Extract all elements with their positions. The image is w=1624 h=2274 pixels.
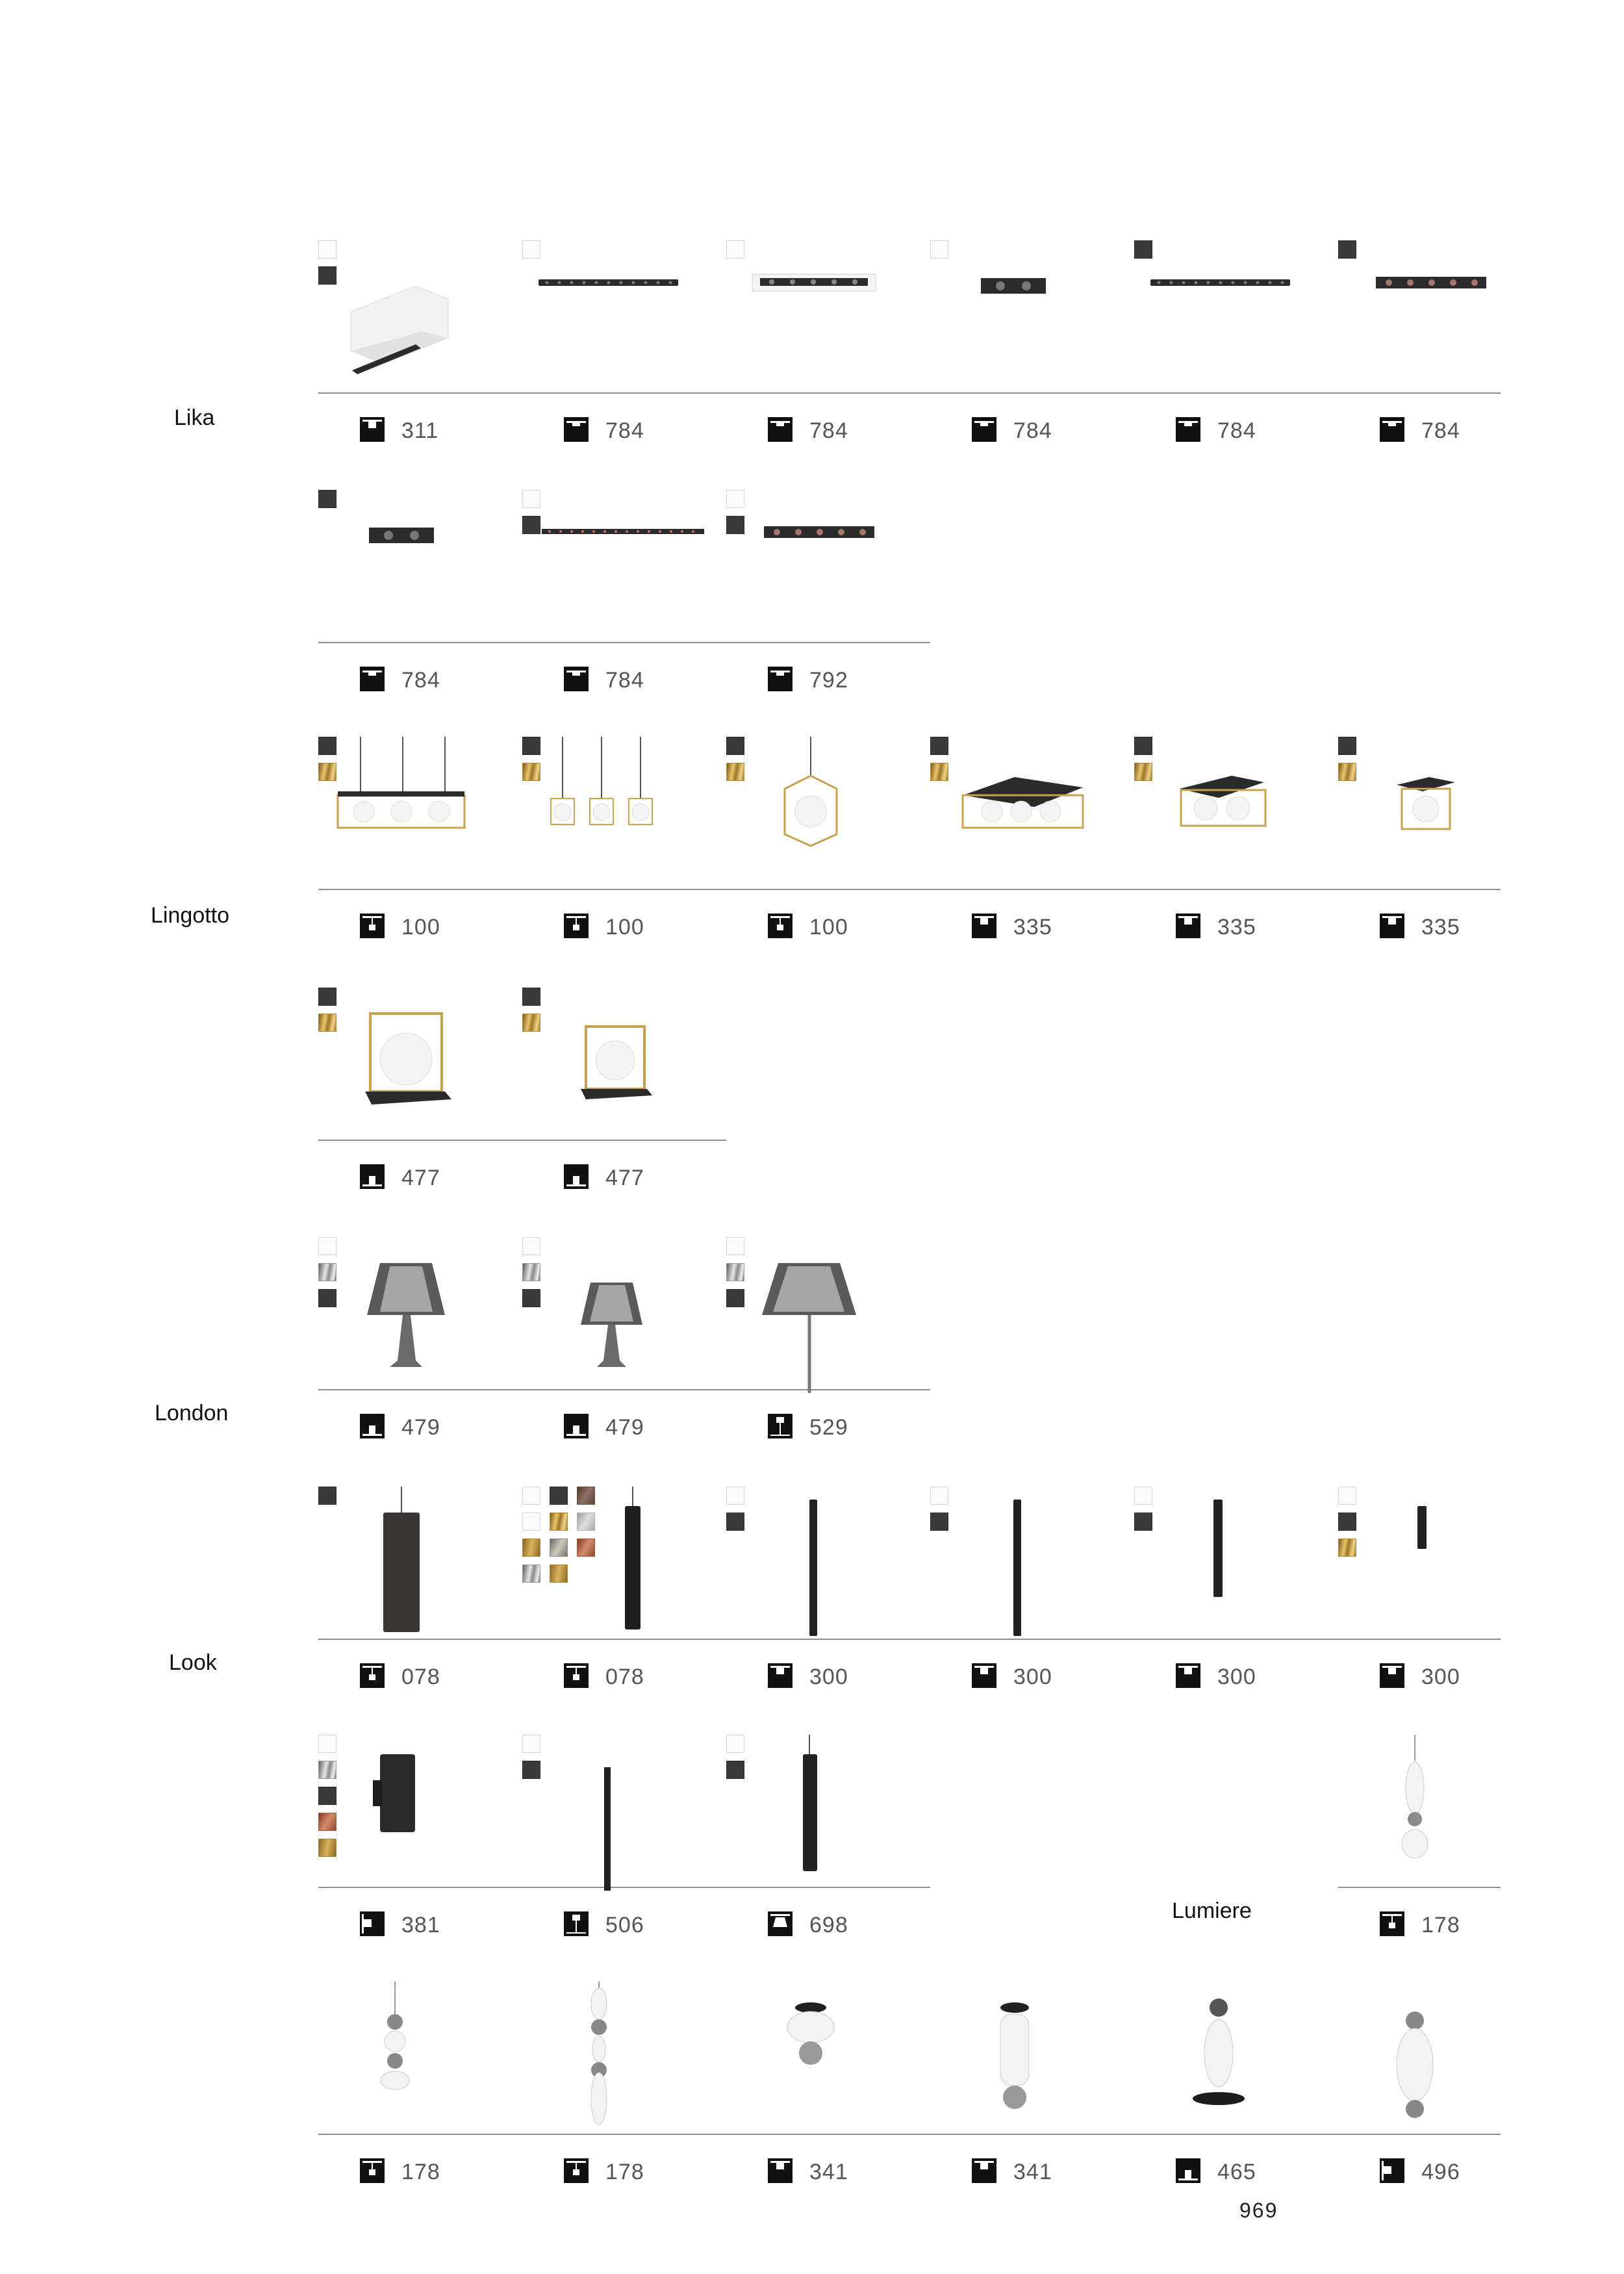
product-card[interactable] bbox=[522, 490, 726, 737]
page-ref-number: 078 bbox=[605, 1665, 644, 1689]
finish-swatches bbox=[930, 240, 948, 259]
page-reference[interactable] bbox=[522, 1663, 726, 1692]
swatch-white bbox=[318, 1237, 336, 1255]
page-ref-number: 178 bbox=[401, 2160, 440, 2184]
product-card[interactable] bbox=[726, 240, 930, 487]
ceiling-icon bbox=[1380, 1663, 1404, 1688]
page-reference[interactable] bbox=[318, 2158, 522, 2187]
family-label-lika: Lika bbox=[174, 405, 215, 430]
swatch-chrome bbox=[726, 1263, 744, 1281]
product-card[interactable] bbox=[726, 1487, 930, 1733]
page-number: 969 bbox=[1239, 2199, 1278, 2222]
page-ref-number: 300 bbox=[1421, 1665, 1460, 1689]
swatch-white bbox=[726, 1237, 744, 1255]
swatch-chrome bbox=[522, 1565, 540, 1583]
page-ref-number: 792 bbox=[809, 668, 848, 693]
ceiling-icon bbox=[1176, 1663, 1200, 1688]
page-reference[interactable] bbox=[522, 667, 726, 695]
page-ref-number: 300 bbox=[1013, 1665, 1052, 1689]
swatch-white bbox=[1338, 1487, 1356, 1505]
swatch-black bbox=[726, 1513, 744, 1531]
finish-swatches bbox=[1338, 737, 1356, 781]
finish-swatches bbox=[522, 1237, 540, 1307]
recessed-icon bbox=[768, 417, 793, 442]
page-reference[interactable] bbox=[522, 2158, 726, 2187]
page-reference[interactable] bbox=[1338, 913, 1542, 942]
product-card[interactable] bbox=[318, 1237, 522, 1484]
product-image[interactable] bbox=[318, 240, 522, 396]
product-card[interactable] bbox=[1134, 1487, 1338, 1733]
page-ref-number: 529 bbox=[809, 1415, 848, 1440]
recessed-icon bbox=[1380, 417, 1404, 442]
product-image[interactable] bbox=[1338, 240, 1542, 396]
floor-lamp-icon bbox=[768, 1414, 793, 1438]
page-reference[interactable] bbox=[1338, 1663, 1542, 1692]
table-lamp-icon bbox=[360, 1164, 385, 1189]
product-image[interactable] bbox=[1338, 1735, 1542, 1891]
product-card[interactable] bbox=[318, 1982, 522, 2229]
swatch-gold bbox=[1338, 1539, 1356, 1557]
swatch-black bbox=[1338, 737, 1356, 755]
product-image[interactable] bbox=[1134, 240, 1338, 396]
swatch-black bbox=[522, 1289, 540, 1307]
page-ref-number: 784 bbox=[401, 668, 440, 693]
swatch-white bbox=[726, 1735, 744, 1753]
finish-swatches bbox=[318, 490, 336, 508]
finish-swatches bbox=[522, 1487, 595, 1583]
product-image[interactable] bbox=[726, 1982, 930, 2138]
finish-swatches bbox=[1338, 1487, 1356, 1557]
finish-swatches bbox=[522, 240, 540, 259]
page-reference[interactable] bbox=[1338, 1911, 1542, 1940]
page-ref-number: 100 bbox=[401, 915, 440, 939]
ceiling-icon bbox=[768, 1663, 793, 1688]
pendant-icon bbox=[564, 1663, 589, 1688]
product-image[interactable] bbox=[522, 1237, 726, 1393]
swatch-white bbox=[1134, 1487, 1152, 1505]
page-reference[interactable] bbox=[318, 913, 522, 942]
product-card[interactable] bbox=[726, 1982, 930, 2229]
swatch-white bbox=[522, 240, 540, 259]
product-image[interactable] bbox=[318, 1237, 522, 1393]
swatch-chrome bbox=[522, 1263, 540, 1281]
pendant-icon bbox=[564, 913, 589, 938]
floor-lamp-icon bbox=[564, 1911, 589, 1936]
finish-swatches bbox=[522, 737, 540, 781]
page-reference[interactable] bbox=[726, 1414, 930, 1442]
pendant-icon bbox=[768, 913, 793, 938]
pendant-icon bbox=[1380, 1911, 1404, 1936]
swatch-black bbox=[318, 737, 336, 755]
product-image[interactable] bbox=[930, 1982, 1134, 2138]
page-ref-number: 341 bbox=[1013, 2160, 1052, 2184]
finish-swatches bbox=[1134, 240, 1152, 259]
page-reference[interactable] bbox=[726, 417, 930, 446]
page-reference[interactable] bbox=[1134, 417, 1338, 446]
product-image[interactable] bbox=[1338, 1487, 1542, 1642]
recessed-icon bbox=[1176, 417, 1200, 442]
product-card[interactable] bbox=[522, 737, 726, 984]
product-card[interactable] bbox=[318, 988, 522, 1234]
swatch-silver bbox=[577, 1513, 595, 1531]
product-image[interactable] bbox=[1134, 1487, 1338, 1642]
product-card[interactable] bbox=[1134, 737, 1338, 984]
swatch-black bbox=[1338, 1513, 1356, 1531]
swatch-black bbox=[522, 516, 540, 534]
page-ref-number: 311 bbox=[401, 418, 439, 443]
swatch-black bbox=[318, 1289, 336, 1307]
page-ref-number: 479 bbox=[401, 1415, 440, 1440]
page-reference[interactable] bbox=[522, 1164, 726, 1193]
product-image[interactable] bbox=[930, 737, 1134, 893]
table-lamp-icon bbox=[360, 1414, 385, 1438]
page-ref-number: 100 bbox=[809, 915, 848, 939]
family-label-lingotto: Lingotto bbox=[151, 903, 229, 928]
swatch-copper bbox=[577, 1539, 595, 1557]
page-reference[interactable] bbox=[522, 1911, 726, 1940]
page-ref-number: 784 bbox=[1421, 418, 1460, 443]
swatch-black bbox=[1134, 737, 1152, 755]
pendant-icon bbox=[360, 1663, 385, 1688]
swatch-white bbox=[930, 240, 948, 259]
page-ref-number: 100 bbox=[605, 915, 644, 939]
page-ref-number: 784 bbox=[1013, 418, 1052, 443]
swatch-gold bbox=[1338, 763, 1356, 781]
product-card[interactable] bbox=[318, 490, 522, 737]
finish-swatches bbox=[522, 1735, 540, 1779]
product-card[interactable] bbox=[1134, 240, 1338, 487]
swatch-white bbox=[522, 1487, 540, 1505]
wall-icon bbox=[1380, 2158, 1404, 2183]
table-lamp-icon bbox=[1176, 2158, 1200, 2183]
page-ref-number: 477 bbox=[401, 1166, 440, 1190]
page-ref-number: 078 bbox=[401, 1665, 440, 1689]
page-ref-number: 335 bbox=[1217, 915, 1256, 939]
product-image[interactable] bbox=[1134, 1982, 1338, 2138]
product-image[interactable] bbox=[522, 988, 726, 1143]
product-card[interactable] bbox=[1134, 1982, 1338, 2229]
page-ref-number: 506 bbox=[605, 1913, 644, 1937]
finish-swatches bbox=[726, 1735, 744, 1779]
product-image[interactable] bbox=[1134, 737, 1338, 893]
ceiling-icon bbox=[972, 913, 996, 938]
page-reference[interactable] bbox=[1134, 913, 1338, 942]
page-ref-number: 496 bbox=[1421, 2160, 1460, 2184]
page-reference[interactable] bbox=[1134, 2158, 1338, 2187]
product-card[interactable] bbox=[318, 240, 522, 487]
page-ref-number: 178 bbox=[605, 2160, 644, 2184]
swatch-white bbox=[522, 1735, 540, 1753]
finish-swatches bbox=[318, 988, 336, 1032]
pendant-icon bbox=[360, 913, 385, 938]
page-ref-number: 784 bbox=[605, 668, 644, 693]
swatch-black bbox=[318, 988, 336, 1006]
swatch-black bbox=[930, 1513, 948, 1531]
swatch-black bbox=[318, 266, 336, 285]
product-image[interactable] bbox=[522, 1982, 726, 2138]
page-reference[interactable] bbox=[930, 1663, 1134, 1692]
page-reference[interactable] bbox=[726, 913, 930, 942]
swatch-brass bbox=[318, 1839, 336, 1857]
swatch-black bbox=[1338, 240, 1356, 259]
page-ref-number: 465 bbox=[1217, 2160, 1256, 2184]
family-label-london: London bbox=[155, 1401, 229, 1425]
swatch-white bbox=[522, 1513, 540, 1531]
ceiling-icon bbox=[1380, 913, 1404, 938]
page-reference[interactable] bbox=[726, 2158, 930, 2187]
swatch-black bbox=[726, 1761, 744, 1779]
product-card[interactable] bbox=[522, 1487, 726, 1733]
product-image[interactable] bbox=[726, 1237, 930, 1393]
product-image[interactable] bbox=[930, 240, 1134, 396]
ceiling-icon bbox=[360, 417, 385, 442]
finish-swatches bbox=[318, 1487, 336, 1505]
finish-swatches bbox=[726, 240, 744, 259]
product-image[interactable] bbox=[726, 1487, 930, 1642]
page-ref-number: 335 bbox=[1421, 915, 1460, 939]
finish-swatches bbox=[726, 1237, 744, 1307]
finish-swatches bbox=[1134, 1487, 1152, 1531]
page-reference[interactable] bbox=[522, 913, 726, 942]
product-image[interactable] bbox=[522, 1735, 726, 1891]
page-reference[interactable] bbox=[726, 1663, 930, 1692]
product-image[interactable] bbox=[318, 1735, 522, 1891]
product-image[interactable] bbox=[318, 1487, 522, 1642]
swatch-chrome bbox=[318, 1263, 336, 1281]
swatch-black bbox=[522, 737, 540, 755]
product-image[interactable] bbox=[726, 490, 930, 646]
finish-swatches bbox=[726, 490, 744, 534]
page-ref-number: 335 bbox=[1013, 915, 1052, 939]
finish-swatches bbox=[726, 737, 744, 781]
product-card[interactable] bbox=[522, 988, 726, 1234]
product-image[interactable] bbox=[522, 737, 726, 893]
swatch-white bbox=[726, 240, 744, 259]
product-image[interactable] bbox=[930, 1487, 1134, 1642]
page-reference[interactable] bbox=[318, 417, 522, 446]
finish-swatches bbox=[726, 1487, 744, 1531]
page-ref-number: 784 bbox=[809, 418, 848, 443]
finish-swatches bbox=[318, 240, 336, 285]
product-card[interactable] bbox=[930, 1982, 1134, 2229]
family-label-lumiere: Lumiere bbox=[1172, 1898, 1252, 1923]
swatch-gold bbox=[522, 763, 540, 781]
product-card[interactable] bbox=[1338, 1982, 1542, 2229]
ceiling-icon bbox=[1176, 913, 1200, 938]
recessed-icon bbox=[972, 417, 996, 442]
product-card[interactable] bbox=[318, 1735, 522, 1982]
page-reference[interactable] bbox=[522, 1414, 726, 1442]
swatch-black bbox=[522, 988, 540, 1006]
page-ref-number: 698 bbox=[809, 1913, 848, 1937]
page-ref-number: 784 bbox=[1217, 418, 1256, 443]
page-reference[interactable] bbox=[318, 1911, 522, 1940]
page-ref-number: 477 bbox=[605, 1166, 644, 1190]
swatch-white bbox=[318, 240, 336, 259]
product-card[interactable] bbox=[1338, 1735, 1542, 1982]
product-image[interactable] bbox=[318, 490, 522, 646]
page-ref-number: 341 bbox=[809, 2160, 848, 2184]
product-card[interactable] bbox=[930, 1487, 1134, 1733]
product-card[interactable] bbox=[522, 240, 726, 487]
page-reference[interactable] bbox=[930, 913, 1134, 942]
product-card[interactable] bbox=[318, 1487, 522, 1733]
product-card[interactable] bbox=[726, 1237, 930, 1484]
product-image[interactable] bbox=[1338, 1982, 1542, 2138]
swatch-black bbox=[726, 1289, 744, 1307]
swatch-chrome bbox=[318, 1761, 336, 1779]
recessed-icon bbox=[768, 667, 793, 691]
swatch-black bbox=[726, 516, 744, 534]
swatch-gold bbox=[726, 763, 744, 781]
finish-swatches bbox=[1338, 240, 1356, 259]
swatch-gold bbox=[318, 1014, 336, 1032]
swatch-white bbox=[726, 490, 744, 508]
swatch-white bbox=[522, 490, 540, 508]
page-ref-number: 300 bbox=[809, 1665, 848, 1689]
finish-swatches bbox=[1134, 737, 1152, 781]
page-reference[interactable] bbox=[318, 667, 522, 695]
product-card[interactable] bbox=[726, 737, 930, 984]
product-image[interactable] bbox=[726, 1735, 930, 1891]
product-card[interactable] bbox=[522, 1982, 726, 2229]
page-reference[interactable] bbox=[1338, 417, 1542, 446]
page-reference[interactable] bbox=[726, 1911, 930, 1940]
swatch-black bbox=[930, 737, 948, 755]
finish-swatches bbox=[522, 988, 540, 1032]
swatch-white bbox=[522, 1237, 540, 1255]
page-ref-number: 381 bbox=[401, 1913, 440, 1937]
recessed-icon bbox=[564, 417, 589, 442]
swatch-white bbox=[930, 1487, 948, 1505]
product-card[interactable] bbox=[726, 490, 930, 737]
product-card[interactable] bbox=[930, 737, 1134, 984]
finish-swatches bbox=[318, 737, 336, 781]
product-card[interactable] bbox=[726, 1735, 930, 1982]
page-reference[interactable] bbox=[930, 417, 1134, 446]
recessed-icon bbox=[564, 667, 589, 691]
swatch-gold bbox=[1134, 763, 1152, 781]
swatch-nickel bbox=[550, 1539, 568, 1557]
finish-swatches bbox=[318, 1735, 336, 1857]
swatch-gold bbox=[318, 763, 336, 781]
swatch-brass bbox=[550, 1565, 568, 1583]
swatch-copper bbox=[318, 1813, 336, 1831]
swatch-white bbox=[318, 1735, 336, 1753]
product-image[interactable] bbox=[522, 240, 726, 396]
ceiling-icon bbox=[768, 2158, 793, 2183]
page-reference[interactable] bbox=[318, 1414, 522, 1442]
product-image[interactable] bbox=[726, 240, 930, 396]
swatch-bronze bbox=[577, 1487, 595, 1505]
swatch-gold bbox=[550, 1513, 568, 1531]
family-label-look: Look bbox=[169, 1650, 217, 1675]
product-image[interactable] bbox=[318, 737, 522, 893]
pendant-icon bbox=[360, 2158, 385, 2183]
finish-swatches bbox=[930, 1487, 948, 1531]
table-lamp-icon bbox=[564, 1164, 589, 1189]
wall-icon bbox=[360, 1911, 385, 1936]
swatch-black bbox=[1134, 240, 1152, 259]
swatch-black bbox=[550, 1487, 568, 1505]
ceiling-icon bbox=[972, 1663, 996, 1688]
page-ref-number: 178 bbox=[1421, 1913, 1460, 1937]
page-reference[interactable] bbox=[318, 1663, 522, 1692]
swatch-white bbox=[726, 1487, 744, 1505]
swatch-brass bbox=[522, 1539, 540, 1557]
swatch-black bbox=[1134, 1513, 1152, 1531]
page-reference[interactable] bbox=[726, 667, 930, 695]
product-card[interactable] bbox=[1338, 1487, 1542, 1733]
swatch-gold bbox=[522, 1014, 540, 1032]
swatch-gold bbox=[930, 763, 948, 781]
product-card[interactable] bbox=[522, 1237, 726, 1484]
page-ref-number: 784 bbox=[605, 418, 644, 443]
product-card[interactable] bbox=[930, 240, 1134, 487]
page-reference[interactable] bbox=[1338, 2158, 1542, 2187]
page-reference[interactable] bbox=[522, 417, 726, 446]
product-image[interactable] bbox=[726, 737, 930, 893]
page-ref-number: 479 bbox=[605, 1415, 644, 1440]
page-reference[interactable] bbox=[318, 1164, 522, 1193]
swatch-black bbox=[522, 1761, 540, 1779]
row-divider bbox=[1338, 1887, 1501, 1888]
product-image[interactable] bbox=[522, 490, 726, 646]
page-reference[interactable] bbox=[930, 2158, 1134, 2187]
spot-icon bbox=[768, 1911, 793, 1936]
swatch-black bbox=[318, 490, 336, 508]
finish-swatches bbox=[318, 1237, 336, 1307]
product-card[interactable] bbox=[318, 737, 522, 984]
product-image[interactable] bbox=[318, 1982, 522, 2138]
finish-swatches bbox=[522, 490, 540, 534]
product-card[interactable] bbox=[1338, 240, 1542, 487]
swatch-black bbox=[726, 737, 744, 755]
product-card[interactable] bbox=[522, 1735, 726, 1982]
product-image[interactable] bbox=[1338, 737, 1542, 893]
product-card[interactable] bbox=[1338, 737, 1542, 984]
finish-swatches bbox=[930, 737, 948, 781]
page-ref-number: 300 bbox=[1217, 1665, 1256, 1689]
page-reference[interactable] bbox=[1134, 1663, 1338, 1692]
recessed-icon bbox=[360, 667, 385, 691]
ceiling-icon bbox=[972, 2158, 996, 2183]
pendant-icon bbox=[564, 2158, 589, 2183]
table-lamp-icon bbox=[564, 1414, 589, 1438]
swatch-black bbox=[318, 1787, 336, 1805]
product-image[interactable] bbox=[318, 988, 522, 1143]
swatch-black bbox=[318, 1487, 336, 1505]
